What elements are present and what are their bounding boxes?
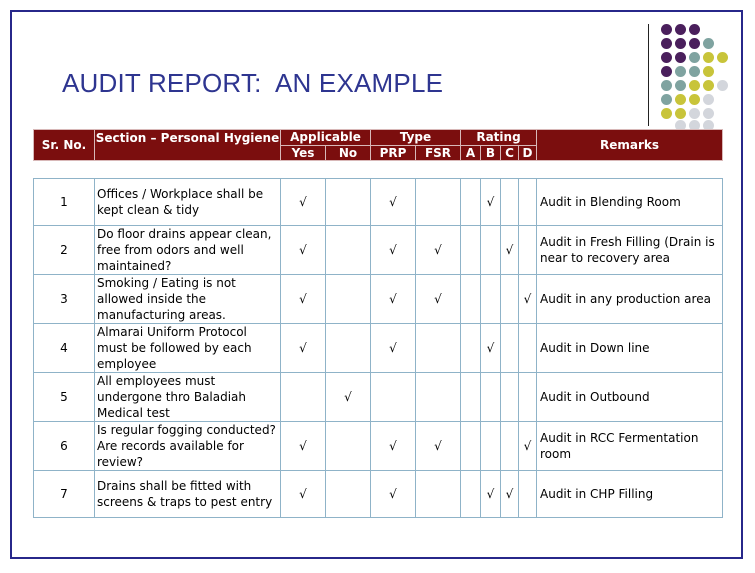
- cell-sr-no: 5: [34, 373, 95, 422]
- cell-rating-d: [519, 226, 537, 275]
- header-rating-c: C: [501, 145, 519, 161]
- table-row: [34, 422, 723, 471]
- decor-dot: [675, 24, 686, 35]
- decor-dot: [675, 80, 686, 91]
- cell-applicable-yes: √: [281, 275, 326, 324]
- header-sr-no: Sr. No.: [34, 130, 95, 161]
- cell-type-prp: √: [371, 226, 416, 275]
- decor-dot: [661, 38, 672, 49]
- cell-sr-no: 4: [34, 324, 95, 373]
- cell-rating-d: √: [519, 422, 537, 471]
- cell-sr-no: 2: [34, 226, 95, 275]
- decor-dot: [689, 80, 700, 91]
- cell-applicable-no: [326, 422, 371, 471]
- header-rating-b: B: [481, 145, 501, 161]
- decor-dot: [717, 80, 728, 91]
- cell-rating-d: [519, 179, 537, 226]
- decor-dot: [675, 108, 686, 119]
- cell-remarks: Audit in RCC Fermentation room: [537, 422, 723, 471]
- cell-rating-c: [501, 179, 519, 226]
- decor-dot: [689, 52, 700, 63]
- header-rating-a: A: [461, 145, 481, 161]
- cell-rating-c: √: [501, 471, 519, 518]
- cell-remarks: Audit in Down line: [537, 324, 723, 373]
- decor-dot: [661, 66, 672, 77]
- cell-section: Is regular fogging conducted? Are records available for review?: [95, 422, 281, 471]
- cell-section: All employees must undergone thro Baladiah Medical test: [95, 373, 281, 422]
- cell-rating-b: [481, 226, 501, 275]
- table-row: [34, 373, 723, 422]
- audit-table-header: [33, 129, 723, 161]
- cell-type-fsr: √: [416, 422, 461, 471]
- cell-rating-a: [461, 226, 481, 275]
- cell-section: Smoking / Eating is not allowed inside the manufacturing areas.: [95, 275, 281, 324]
- cell-type-prp: √: [371, 422, 416, 471]
- decor-dot: [661, 108, 672, 119]
- cell-rating-a: [461, 373, 481, 422]
- cell-sr-no: 6: [34, 422, 95, 471]
- cell-rating-b: √: [481, 179, 501, 226]
- cell-sr-no: 3: [34, 275, 95, 324]
- table-row: [34, 324, 723, 373]
- cell-rating-c: [501, 275, 519, 324]
- cell-section: Offices / Workplace shall be kept clean & tidy: [95, 179, 281, 226]
- cell-rating-d: [519, 471, 537, 518]
- header-yes: Yes: [281, 145, 326, 161]
- decor-dot: [703, 52, 714, 63]
- decor-dot: [717, 52, 728, 63]
- decor-dot: [661, 24, 672, 35]
- audit-table: [33, 178, 723, 518]
- cell-remarks: Audit in Fresh Filling (Drain is near to recovery area: [537, 226, 723, 275]
- decor-dot: [703, 94, 714, 105]
- cell-rating-b: √: [481, 471, 501, 518]
- decor-dot: [703, 80, 714, 91]
- cell-applicable-no: [326, 226, 371, 275]
- header-rating: Rating: [461, 130, 537, 146]
- cell-sr-no: 1: [34, 179, 95, 226]
- cell-rating-b: [481, 275, 501, 324]
- cell-applicable-yes: √: [281, 226, 326, 275]
- header-section: Section – Personal Hygiene: [95, 130, 281, 161]
- decor-dot: [689, 24, 700, 35]
- cell-applicable-yes: √: [281, 471, 326, 518]
- cell-remarks: Audit in Outbound: [537, 373, 723, 422]
- decor-dot: [675, 66, 686, 77]
- cell-sr-no: 7: [34, 471, 95, 518]
- header-fsr: FSR: [416, 145, 461, 161]
- cell-type-prp: √: [371, 275, 416, 324]
- decor-dot: [661, 80, 672, 91]
- cell-type-fsr: √: [416, 275, 461, 324]
- cell-applicable-yes: √: [281, 324, 326, 373]
- cell-type-prp: √: [371, 179, 416, 226]
- cell-rating-b: [481, 422, 501, 471]
- cell-applicable-yes: √: [281, 422, 326, 471]
- cell-applicable-no: √: [326, 373, 371, 422]
- header-rating-d: D: [519, 145, 537, 161]
- cell-rating-a: [461, 324, 481, 373]
- cell-applicable-yes: [281, 373, 326, 422]
- cell-rating-a: [461, 471, 481, 518]
- table-row: [34, 179, 723, 226]
- cell-rating-c: √: [501, 226, 519, 275]
- header-remarks: Remarks: [537, 130, 723, 161]
- decor-dot: [689, 66, 700, 77]
- decor-dot: [675, 94, 686, 105]
- cell-applicable-no: [326, 275, 371, 324]
- decor-dot: [703, 108, 714, 119]
- cell-type-fsr: [416, 179, 461, 226]
- cell-applicable-yes: √: [281, 179, 326, 226]
- cell-rating-a: [461, 422, 481, 471]
- table-row: [34, 226, 723, 275]
- decor-dot: [675, 52, 686, 63]
- cell-rating-c: [501, 373, 519, 422]
- cell-rating-b: √: [481, 324, 501, 373]
- header-type: Type: [371, 130, 461, 146]
- decor-dot: [689, 108, 700, 119]
- cell-rating-a: [461, 179, 481, 226]
- decor-dot: [661, 52, 672, 63]
- decor-dot: [689, 38, 700, 49]
- cell-type-prp: [371, 373, 416, 422]
- decor-dot: [689, 94, 700, 105]
- cell-remarks: Audit in any production area: [537, 275, 723, 324]
- title-divider-line: [648, 24, 649, 126]
- cell-type-fsr: [416, 324, 461, 373]
- header-prp: PRP: [371, 145, 416, 161]
- header-applicable: Applicable: [281, 130, 371, 146]
- table-row: [34, 275, 723, 324]
- cell-type-fsr: [416, 471, 461, 518]
- cell-rating-a: [461, 275, 481, 324]
- table-row: [34, 471, 723, 518]
- decor-dot: [661, 94, 672, 105]
- cell-rating-c: [501, 422, 519, 471]
- cell-applicable-no: [326, 471, 371, 518]
- cell-remarks: Audit in Blending Room: [537, 179, 723, 226]
- header-no: No: [326, 145, 371, 161]
- cell-type-fsr: √: [416, 226, 461, 275]
- cell-type-prp: √: [371, 324, 416, 373]
- decor-dot: [675, 38, 686, 49]
- cell-applicable-no: [326, 179, 371, 226]
- cell-rating-d: [519, 324, 537, 373]
- cell-rating-b: [481, 373, 501, 422]
- cell-applicable-no: [326, 324, 371, 373]
- cell-type-fsr: [416, 373, 461, 422]
- cell-section: Almarai Uniform Protocol must be followed by each employee: [95, 324, 281, 373]
- cell-remarks: Audit in CHP Filling: [537, 471, 723, 518]
- page-title: AUDIT REPORT: AN EXAMPLE: [62, 68, 444, 98]
- cell-rating-d: [519, 373, 537, 422]
- decor-dot: [703, 66, 714, 77]
- cell-section: Do floor drains appear clean, free from odors and well maintained?: [95, 226, 281, 275]
- cell-type-prp: √: [371, 471, 416, 518]
- cell-rating-c: [501, 324, 519, 373]
- decor-dot: [703, 38, 714, 49]
- cell-section: Drains shall be fitted with screens & traps to pest entry: [95, 471, 281, 518]
- cell-rating-d: √: [519, 275, 537, 324]
